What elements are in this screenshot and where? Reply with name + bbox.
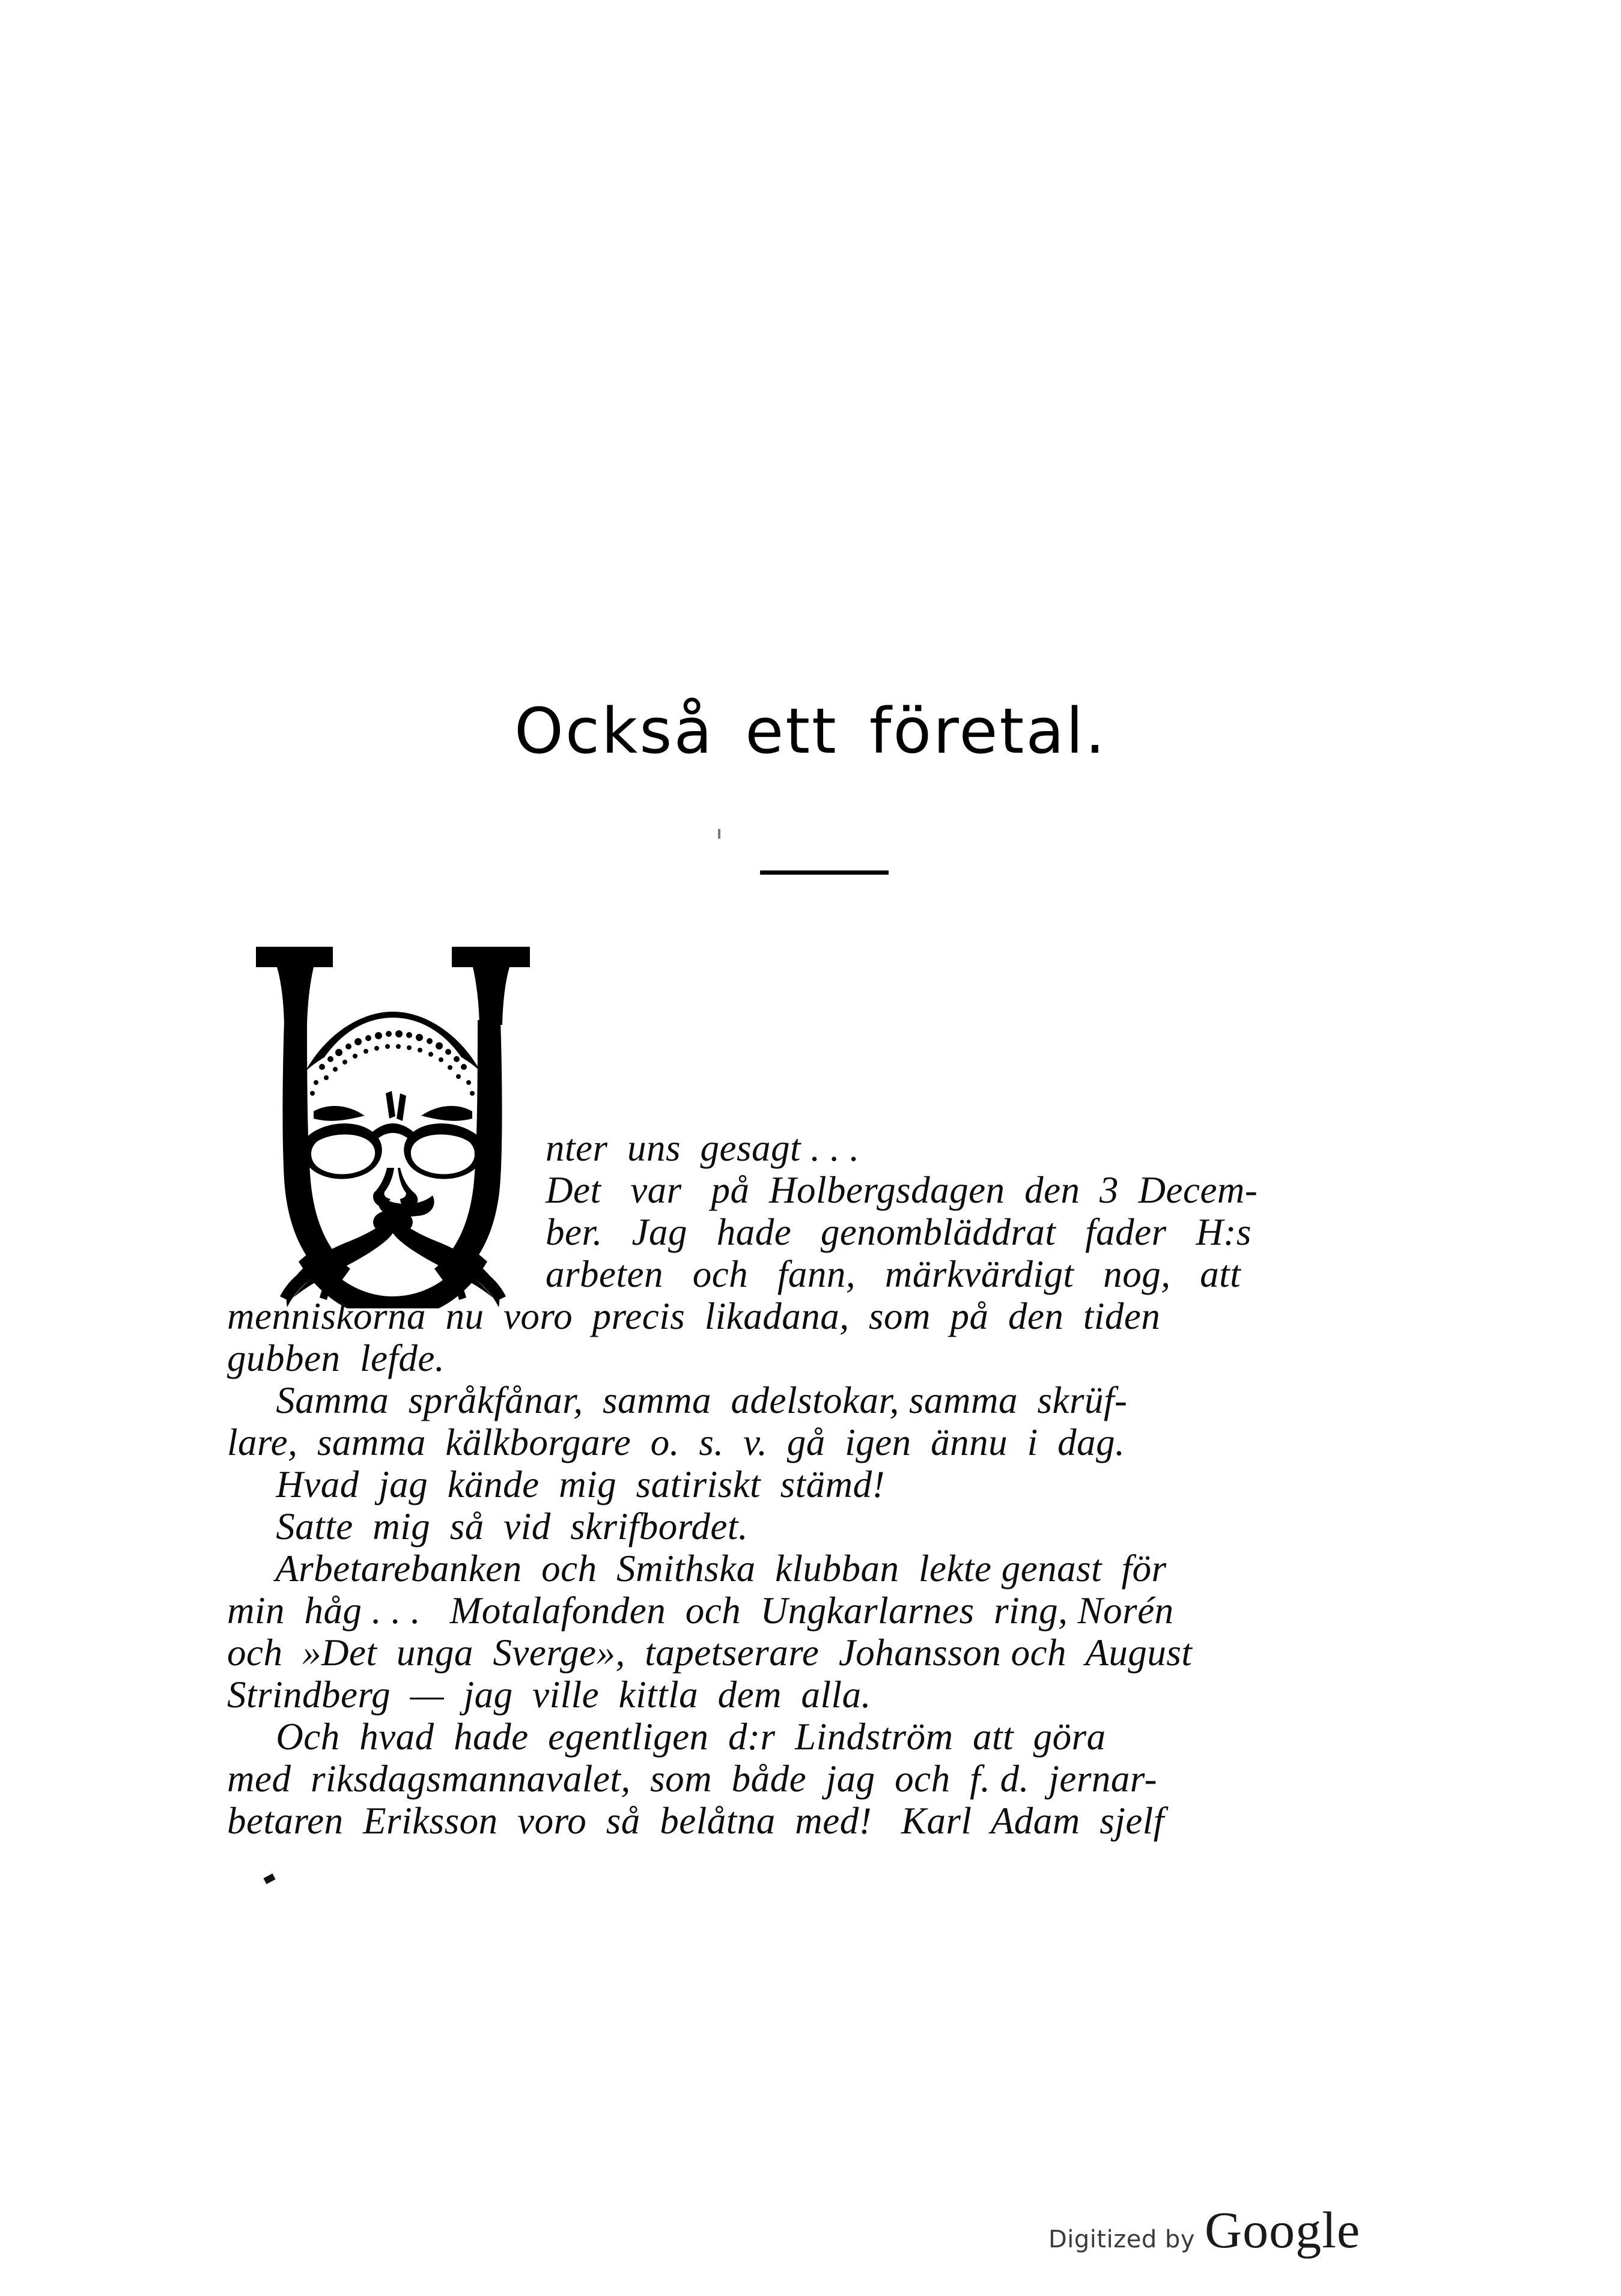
text-line: min håg . . . Motalafonden och Ungkarlarnes ring, Norén (227, 1590, 1174, 1632)
title-block (0, 694, 1621, 768)
text-line: Arbetarebanken och Smithska klubban lekte genast för (227, 1547, 1167, 1590)
scan-speck (718, 829, 720, 839)
text-line: Hvad jag kände mig satiriskt stämd! (227, 1463, 886, 1505)
text-line: menniskorna nu voro precis likadana, som på den tiden (227, 1295, 1161, 1337)
text-line: Strindberg — jag ville kittla dem alla. (227, 1674, 871, 1716)
horizontal-rule (760, 870, 889, 875)
digitized-by-label: Digitized by (1048, 2226, 1195, 2253)
text-line: nter uns gesagt . . . (546, 1127, 860, 1169)
text-line: betaren Eriksson voro så belåtna med! Karl Adam sjelf (227, 1800, 1164, 1842)
digitized-by-google-watermark (1048, 2200, 1360, 2260)
text-line: Satte mig så vid skrifbordet. (227, 1505, 749, 1547)
text-line: Och hvad hade egentligen d:r Lindström att göra (227, 1716, 1106, 1758)
text-line: gubben lefde. (227, 1337, 445, 1379)
text-line: med riksdagsmannavalet, som både jag och f. d. jernar- (227, 1758, 1158, 1800)
text-line: Det var på Holbergsdagen den 3 Decem- (546, 1169, 1258, 1211)
page-title: Också ett företal. (514, 694, 1107, 768)
text-line: ber. Jag hade genombläddrat fader H:s (546, 1211, 1251, 1253)
scan-speck (263, 1874, 275, 1884)
text-line: arbeten och fann, märkvärdigt nog, att (546, 1253, 1241, 1295)
body-text (227, 1127, 1428, 1842)
google-wordmark: Google (1205, 2201, 1361, 2259)
text-line: och »Det unga Sverge», tapetserare Johansson och August (227, 1632, 1193, 1674)
text-line: lare, samma kälkborgare o. s. v. gå igen ännu i dag. (227, 1421, 1125, 1463)
text-line: Samma språkfånar, samma adelstokar, samma skrüf- (227, 1379, 1128, 1421)
